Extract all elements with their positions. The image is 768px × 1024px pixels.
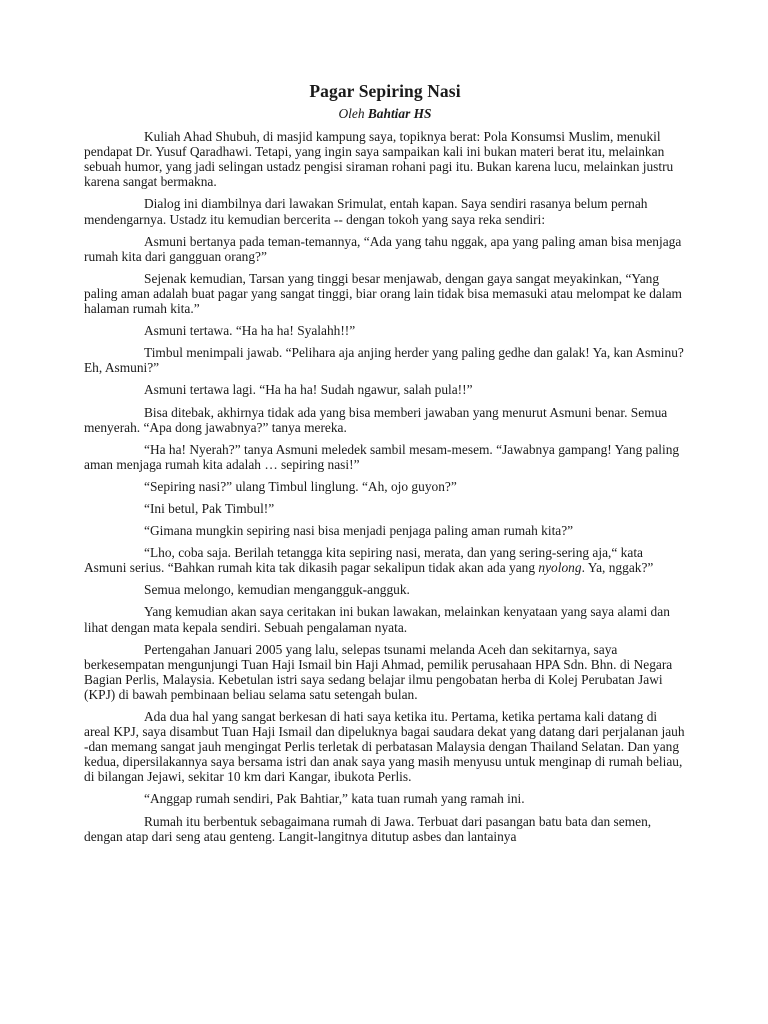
article-byline bbox=[84, 106, 686, 121]
paragraph: Rumah itu berbentuk sebagaimana rumah di Jawa. Terbuat dari pasangan batu bata dan semen, dengan atap dari seng atau genteng. Langit-langitnya ditutup asbes dan lantainya bbox=[84, 813, 652, 844]
paragraph: Kuliah Ahad Shubuh, di masjid kampung saya, topiknya berat: Pola Konsumsi Muslim, menukil pendapat Dr. Yusuf Qaradhawi. Tetapi, yang ingin saya sampaikan kali ini bukan materi berat itu, melainkan sebuah humor, yang jadi selingan ustadz pengisi siraman rohani pagi itu. Bukan karena lucu, melainkan justru karena sangat bermakna. bbox=[84, 129, 674, 190]
paragraph: Semua melongo, kemudian mengangguk-angguk. bbox=[144, 582, 410, 598]
paragraph-lho-after: . Ya, nggak?” bbox=[581, 560, 654, 576]
paragraph: Asmuni bertanya pada teman-temannya, “Ada yang tahu nggak, apa yang paling aman bisa menjaga rumah kita dari gangguan orang?” bbox=[84, 233, 682, 264]
paragraph: Asmuni tertawa lagi. “Ha ha ha! Sudah ngawur, salah pula!!” bbox=[144, 382, 473, 398]
paragraph: Dialog ini diambilnya dari lawakan Srimulat, entah kapan. Saya sendiri rasanya belum pernah mendengarnya. Ustadz itu kemudian bercerita -- dengan tokoh yang saya reka sendiri: bbox=[84, 196, 648, 227]
paragraph-lho-italic: nyolong bbox=[538, 560, 582, 576]
paragraph: Pertengahan Januari 2005 yang lalu, selepas tsunami melanda Aceh dan sekitarnya, saya berkesempatan mengunjungi Tuan Haji Ismail bin Haji Ahmad, pemilik perusahaan HPA Sdn. Bhn. di Negara Bagian Perlis, Malaysia. Kebetulan istri saya sedang belajar ilmu pengobatan herba di Kolej Perubatan Jawi (KPJ) di bawah pembinaan beliau selama satu setengah bulan. bbox=[84, 641, 673, 702]
paragraph: Yang kemudian akan saya ceritakan ini bukan lawakan, melainkan kenyataan yang saya alami dan lihat dengan mata kepala sendiri. Sebuah pengalaman nyata. bbox=[84, 604, 670, 635]
paragraph: “Gimana mungkin sepiring nasi bisa menjadi penjaga paling aman rumah kita?” bbox=[144, 523, 574, 539]
paragraph: “Sepiring nasi?” ulang Timbul linglung. “Ah, ojo guyon?” bbox=[144, 478, 457, 494]
byline-author: Bahtiar HS bbox=[367, 106, 432, 121]
paragraph: “Anggap rumah sendiri, Pak Bahtiar,” kata tuan rumah yang ramah ini. bbox=[144, 791, 525, 807]
paragraph: Bisa ditebak, akhirnya tidak ada yang bisa memberi jawaban yang menurut Asmuni benar. Semua menyerah. “Apa dong jawabnya?” tanya mereka. bbox=[84, 404, 668, 435]
paragraph-lho bbox=[84, 545, 686, 575]
paragraph: Ada dua hal yang sangat berkesan di hati saya ketika itu. Pertama, ketika pertama kali datang di areal KPJ, saya disambut Tuan Haji Ismail dan dipeluknya bagai saudara dekat yang datang dari perjalanan jauh -dan memang sangat jauh mengingat Perlis terletak di perbatasan Malaysia dengan Thailand Selatan. Dan yang kedua, dipersilakannya saya bersama istri dan anak saya yang masih menyusu untuk menginap di rumah beliau, di bilangan Jejawi, sekitar 10 km dari Kangar, ibukota Perlis. bbox=[84, 709, 685, 785]
paragraph: Asmuni tertawa. “Ha ha ha! Syalahh!!” bbox=[144, 323, 356, 339]
paragraph: “Ini betul, Pak Timbul!” bbox=[144, 500, 275, 516]
paragraph: “Ha ha! Nyerah?” tanya Asmuni meledek sambil mesam-mesem. “Jawabnya gampang! Yang paling aman menjaga rumah kita adalah … sepiring nasi!” bbox=[84, 441, 680, 472]
paragraph: Timbul menimpali jawab. “Pelihara aja anjing herder yang paling gedhe dan galak! Ya, kan Asminu? Eh, Asmuni?” bbox=[84, 345, 684, 376]
article-title: Pagar Sepiring Nasi bbox=[309, 81, 461, 101]
article bbox=[84, 80, 686, 851]
paragraph: Sejenak kemudian, Tarsan yang tinggi besar menjawab, dengan gaya sangat meyakinkan, “Yang paling aman adalah buat pagar yang sangat tinggi, biar orang lain tidak bisa memasuki atau melompat ke dalam halaman rumah kita.” bbox=[84, 270, 682, 317]
paragraph-lho-before: “Lho, coba saja. Berilah tetangga kita sepiring nasi, merata, dan yang sering-sering aja,“ kata Asmuni serius. “Bahkan rumah kita tak dikasih pagar sekalipun tidak akan ada yang bbox=[84, 545, 643, 576]
byline-prefix: Oleh bbox=[338, 106, 365, 121]
